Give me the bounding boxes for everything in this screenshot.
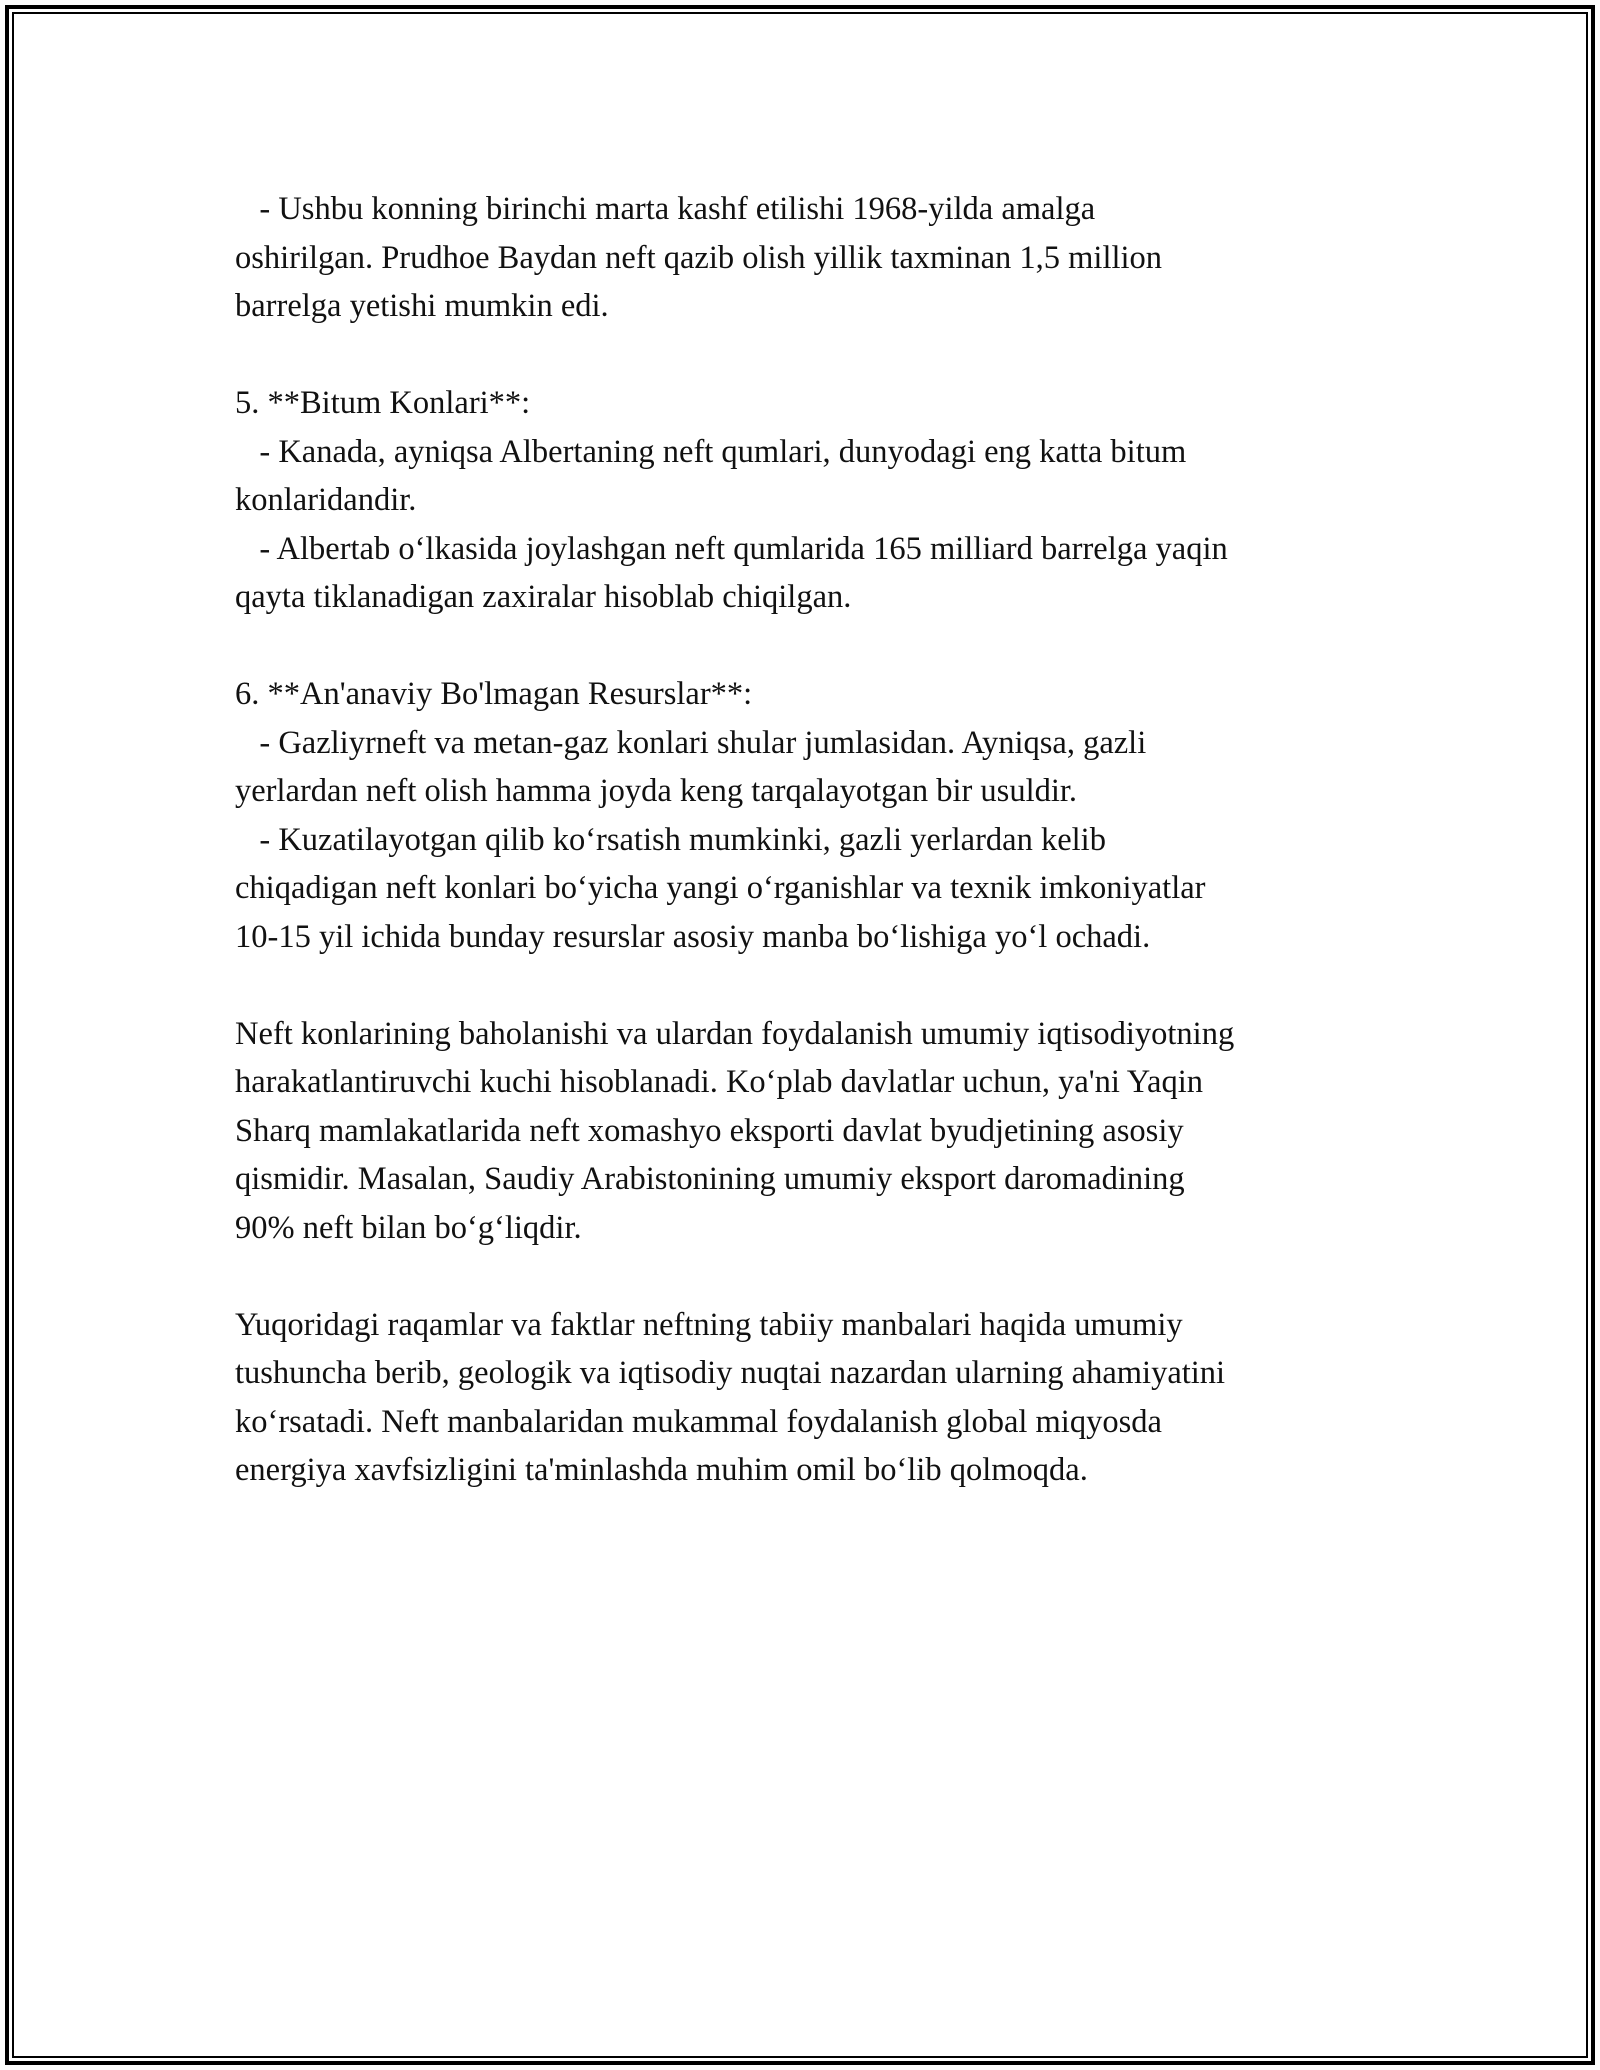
- text-line: Yuqoridagi raqamlar va faktlar neftning tabiiy manbalari haqida umumiy: [235, 1306, 1183, 1343]
- paragraph-economy: [235, 1010, 1395, 1253]
- text-line: Sharq mamlakatlarida neft xomashyo eksporti davlat byudjetining asosiy: [235, 1112, 1184, 1149]
- text-line: energiya xavfsizligini ta'minlashda muhim omil bo‘lib qolmoqda.: [235, 1452, 1088, 1488]
- paragraph-conclusion: [235, 1301, 1395, 1495]
- text-line: yerlardan neft olish hamma joyda keng tarqalayotgan bir usuldir.: [235, 773, 1078, 809]
- section-ananaviy-bolmagan-resurslar: [235, 670, 1395, 961]
- text-line: - Gazliyrneft va metan-gaz konlari shular jumlasidan. Ayniqsa, gazli: [235, 724, 1147, 761]
- section-heading: 5. **Bitum Konlari**:: [235, 385, 531, 421]
- text-line: 10-15 yil ichida bunday resurslar asosiy manba bo‘lishiga yo‘l ochadi.: [235, 918, 1151, 955]
- text-line: Neft konlarining baholanishi va ulardan foydalanish umumiy iqtisodiyotning: [235, 1015, 1235, 1052]
- text-line: ko‘rsatadi. Neft manbalaridan mukammal foydalanish global miqyosda: [235, 1403, 1162, 1440]
- text-line: - Kanada, ayniqsa Albertaning neft qumlari, dunyodagi eng katta bitum: [235, 433, 1187, 470]
- text-line: tushuncha berib, geologik va iqtisodiy nuqtai nazardan ularning ahamiyatini: [235, 1355, 1226, 1391]
- document-body: [235, 185, 1395, 1543]
- text-line: konlaridandir.: [235, 482, 417, 518]
- paragraph-prudhoe-bay: [235, 185, 1395, 331]
- section-bitum-konlari: [235, 379, 1395, 622]
- text-line: oshirilgan. Prudhoe Baydan neft qazib olish yillik taxminan 1,5 million: [235, 239, 1163, 276]
- text-line: - Ushbu konning birinchi marta kashf etilishi 1968-yilda amalga: [235, 191, 1096, 227]
- text-line: qayta tiklanadigan zaxiralar hisoblab chiqilgan.: [235, 579, 852, 615]
- text-line: 90% neft bilan bo‘g‘liqdir.: [235, 1209, 582, 1246]
- text-line: chiqadigan neft konlari bo‘yicha yangi o‘rganishlar va texnik imkoniyatlar: [235, 870, 1206, 906]
- section-heading: 6. **An'anaviy Bo'lmagan Resurslar**:: [235, 676, 753, 712]
- text-line: harakatlantiruvchi kuchi hisoblanadi. Ko‘plab davlatlar uchun, ya'ni Yaqin: [235, 1064, 1203, 1100]
- text-line: - Kuzatilayotgan qilib ko‘rsatish mumkinki, gazli yerlardan kelib: [235, 821, 1106, 858]
- text-line: barrelga yetishi mumkin edi.: [235, 288, 609, 324]
- text-line: - Albertab o‘lkasida joylashgan neft qumlarida 165 milliard barrelga yaqin: [235, 530, 1228, 567]
- text-line: qismidir. Masalan, Saudiy Arabistonining umumiy eksport daromadining: [235, 1161, 1185, 1197]
